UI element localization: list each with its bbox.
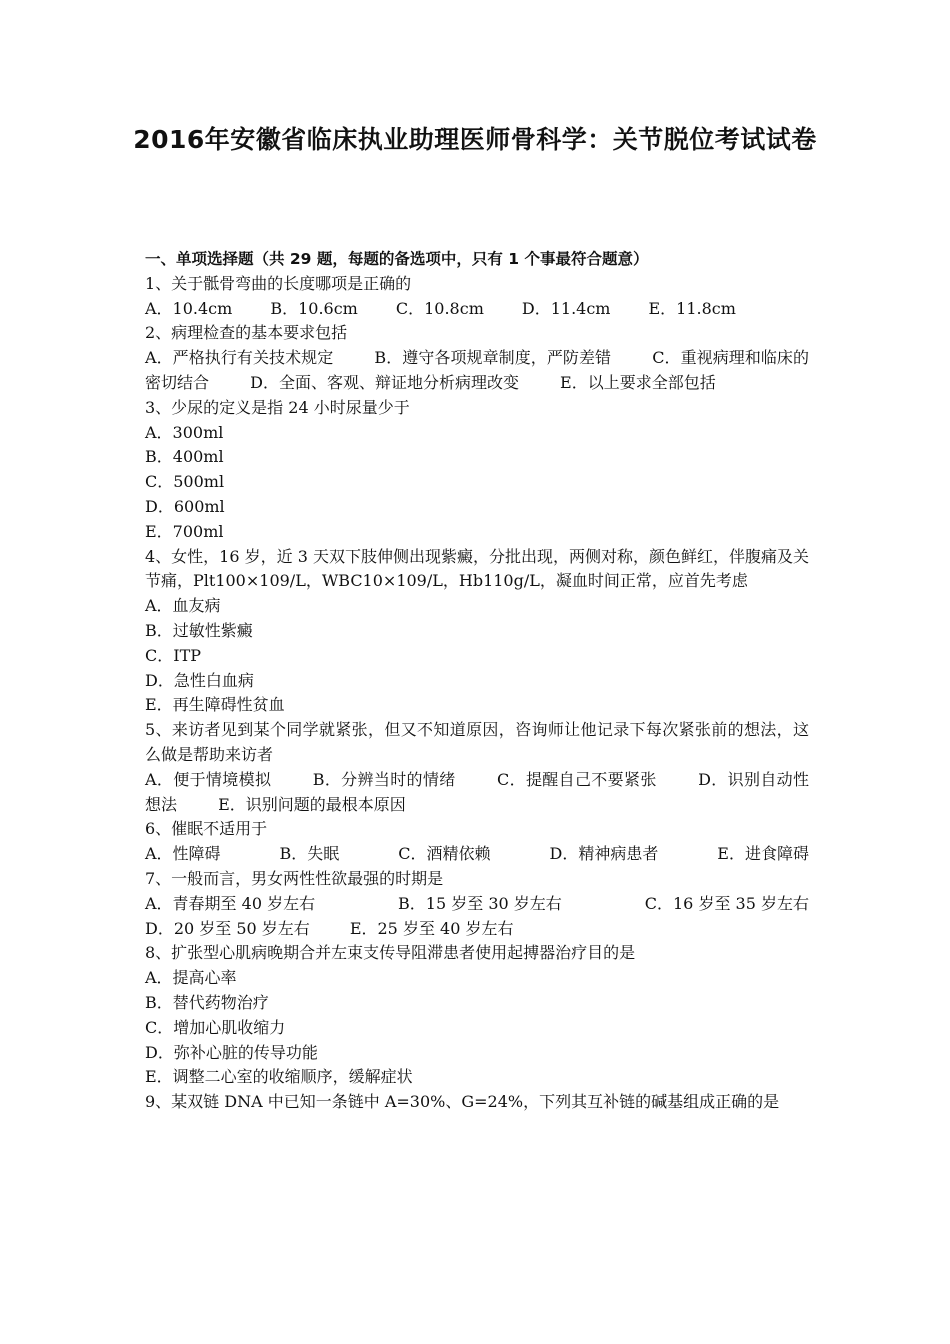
option: A．血友病: [145, 596, 221, 616]
question-stem: 2、病理检查的基本要求包括: [145, 323, 348, 343]
option: B．失眠: [279, 844, 340, 864]
options-row: [145, 917, 809, 942]
option: D．11.4cm: [521, 298, 611, 318]
question-stem: 8、扩张型心肌病晚期合并左束支传导阻滞患者使用起搏器治疗目的是: [145, 943, 636, 963]
option: C．提醒自己不要紧张: [497, 769, 657, 789]
option: B．遵守各项规章制度，严防差错: [374, 348, 612, 368]
option: D．弥补心脏的传导功能: [145, 1042, 318, 1062]
option: D．急性白血病: [145, 670, 254, 690]
option: E．调整二心室的收缩顺序，缓解症状: [145, 1067, 413, 1087]
section-heading: 一、单项选择题（共 29 题，每题的备选项中，只有 1 个事最符合题意）: [145, 250, 649, 268]
page-title: 2016年安徽省临床执业助理医师骨科学：关节脱位考试试卷: [133, 125, 817, 154]
option: C．500ml: [145, 472, 225, 492]
option: C．16 岁至 35 岁左右: [644, 893, 809, 913]
option: E．识别问题的最根本原因: [218, 794, 406, 814]
option: B．15 岁至 30 岁左右: [398, 893, 562, 913]
question-stem: 4、女性，16 岁，近 3 天双下肢伸侧出现紫癜，分批出现，两侧对称，颜色鲜红，伴腹痛及关节痛，Plt100×109/L，WBC10×109/L，Hb110g/L，凝血时间正常，应首先考虑: [145, 546, 809, 591]
options-row: [145, 842, 809, 867]
option: C．10.8cm: [395, 298, 484, 318]
question-stem: 1、关于骶骨弯曲的长度哪项是正确的: [145, 273, 412, 293]
option: A．提高心率: [145, 968, 237, 988]
question-stem: 3、少尿的定义是指 24 小时尿量少于: [145, 397, 410, 417]
option: A．青春期至 40 岁左右: [145, 893, 316, 913]
question-stem: 5、来访者见到某个同学就紧张，但又不知道原因，咨询师让他记录下每次紧张前的想法，这么做是帮助来访者: [145, 720, 809, 764]
option: D．20 岁至 50 岁左右: [145, 918, 310, 938]
question-stem: 7、一般而言，男女两性性欲最强的时期是: [145, 868, 444, 888]
option: E．进食障碍: [717, 844, 809, 864]
option: D．识别自动性想法: [145, 769, 810, 814]
option: D．全面、客观、辩证地分析病理改变: [250, 372, 519, 392]
option: B．分辨当时的情绪: [312, 769, 456, 789]
option: B．400ml: [145, 447, 224, 467]
option: C．酒精依赖: [398, 844, 491, 864]
option: B．替代药物治疗: [145, 992, 269, 1012]
options-row: [145, 297, 809, 322]
option: B．10.6cm: [270, 298, 358, 318]
option: C．ITP: [145, 645, 202, 665]
option: E．25 岁至 40 岁左右: [349, 918, 514, 938]
option: A．严格执行有关技术规定: [145, 348, 334, 368]
option: A．300ml: [145, 422, 224, 442]
option: D．精神病患者: [549, 844, 659, 864]
option: A．便于情境模拟: [145, 769, 272, 789]
option: A．性障碍: [145, 844, 221, 864]
option: C．重视病理和临床的密切结合: [145, 348, 809, 392]
option: C．增加心肌收缩力: [145, 1017, 286, 1037]
option: E．以上要求全部包括: [560, 372, 716, 392]
option: D．600ml: [145, 496, 225, 516]
question-stem: 9、某双链 DNA 中已知一条链中 A=30%、G=24%，下列其互补链的碱基组成正确的是: [145, 1092, 780, 1112]
question-stem: 6、催眠不适用于: [145, 819, 268, 839]
options-paragraph: [145, 768, 809, 818]
document-body: [145, 247, 809, 1115]
option: E．11.8cm: [648, 298, 736, 318]
option: B．过敏性紫癜: [145, 620, 253, 640]
option: E．再生障碍性贫血: [145, 695, 285, 715]
options-row: [145, 892, 809, 917]
option: A．10.4cm: [145, 298, 233, 318]
option: E．700ml: [145, 521, 224, 541]
options-paragraph: [145, 346, 809, 396]
